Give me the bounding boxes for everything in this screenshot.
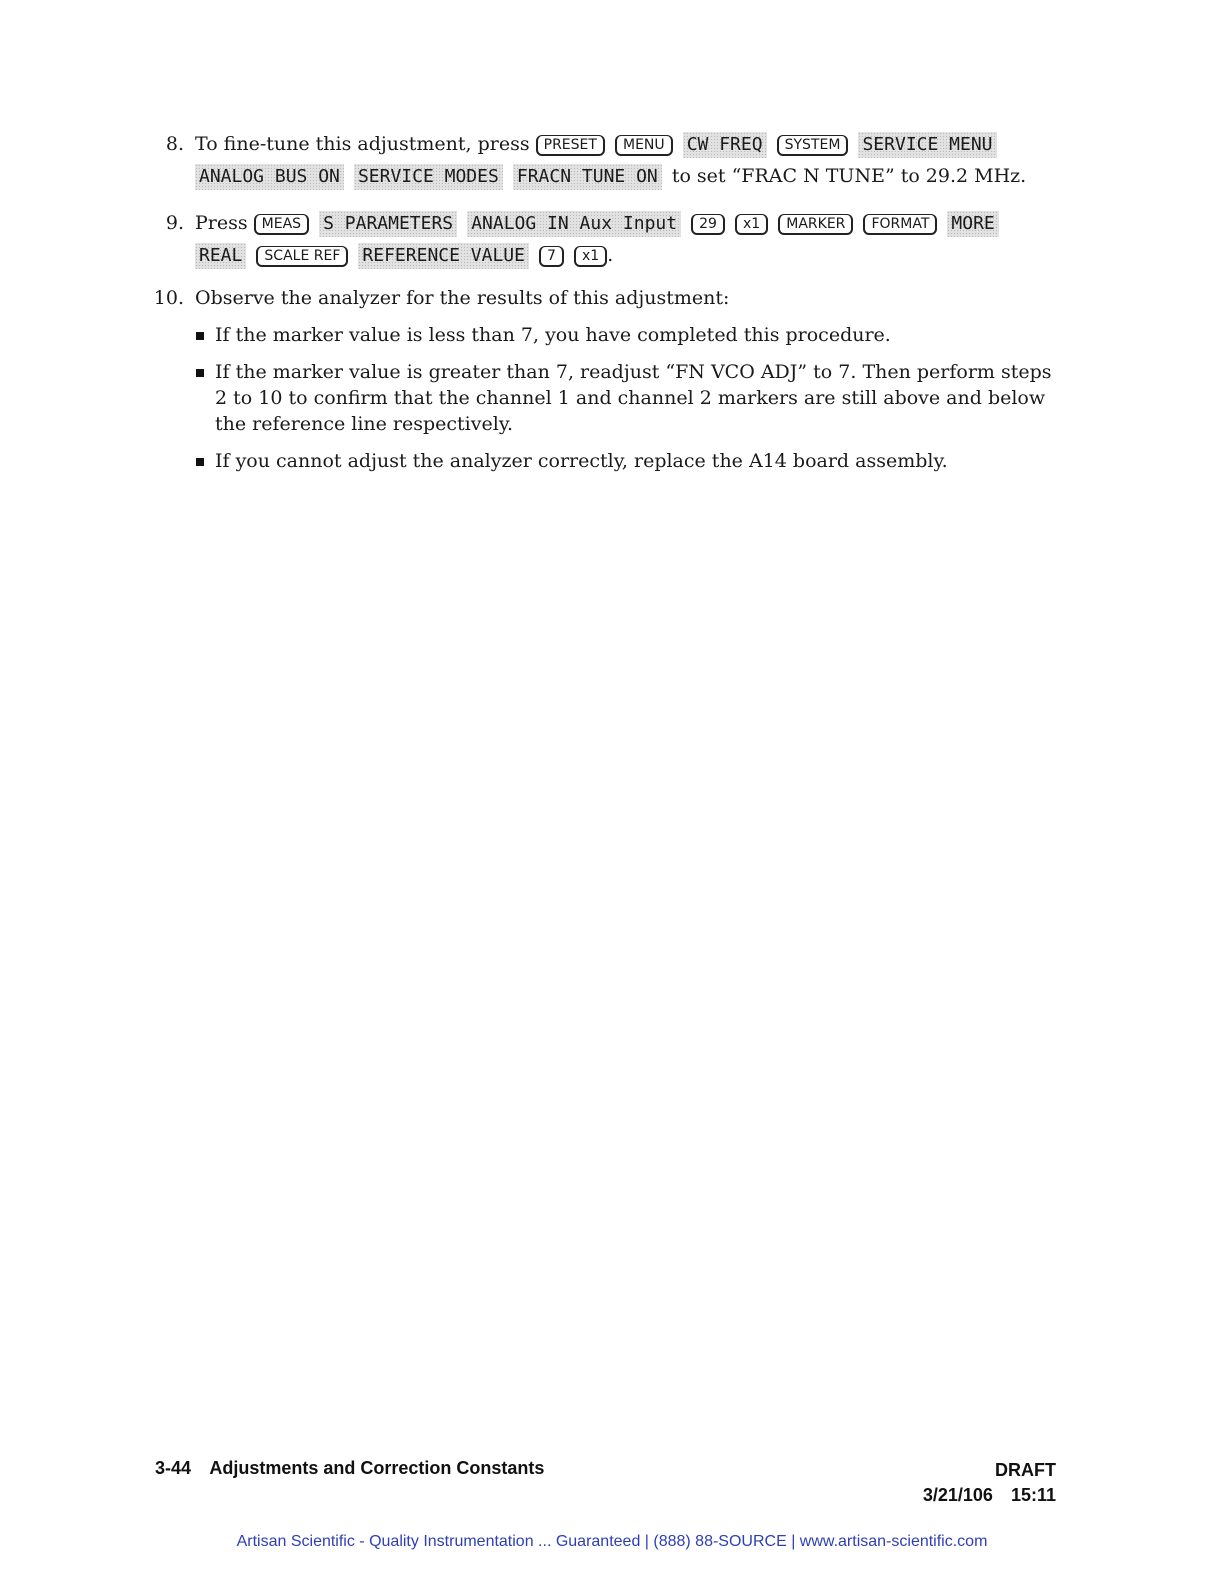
bullet-square-icon [196,332,204,340]
key-29: 29 [691,214,725,235]
marker-hardkey: MARKER [778,214,853,235]
meas-hardkey: MEAS [254,214,309,235]
service-modes-softkey: SERVICE MODES [354,164,503,190]
step-text-result: to set “FRAC N TUNE” to 29.2 MHz. [671,165,1027,187]
step-text [195,282,1075,314]
list-item-text: If you cannot adjust the analyzer correctly, replace the A14 board assembly. [215,450,948,472]
page-footer-left [155,1458,544,1479]
section-title: Adjustments and Correction Constants [209,1458,545,1478]
step-text-intro: To fine-tune this adjustment, press [195,133,536,155]
format-hardkey: FORMAT [863,214,937,235]
result-bullet-list [195,322,1055,485]
x1-hardkey: x1 [735,214,768,235]
bullet-square-icon [196,458,204,466]
reference-value-softkey: REFERENCE VALUE [358,243,529,269]
draft-date: 3/21/106 [922,1485,993,1505]
s-parameters-softkey: S PARAMETERS [319,211,457,237]
vendor-banner-link[interactable]: Artisan Scientific - Quality Instrumentation ... Guaranteed | (888) 88-SOURCE | www.artisan-scientific.com [236,1533,988,1550]
list-item [195,448,1055,474]
step-text-intro: Press [195,212,254,234]
cw-freq-softkey: CW FREQ [683,132,767,158]
preset-hardkey: PRESET [536,135,605,156]
real-softkey: REAL [195,243,246,269]
fracn-tune-on-softkey: FRACN TUNE ON [513,164,662,190]
menu-hardkey: MENU [615,135,673,156]
list-item-text: If the marker value is less than 7, you have completed this procedure. [215,324,891,346]
key-7: 7 [539,246,564,267]
list-item [195,322,1055,348]
analog-in-aux-input-softkey: ANALOG IN Aux Input [467,211,681,237]
list-item [195,359,1055,437]
bullet-square-icon [196,369,204,377]
system-hardkey: SYSTEM [777,135,849,156]
draft-timestamp [923,1483,1056,1508]
more-softkey: MORE [947,211,998,237]
draft-label: DRAFT [995,1460,1056,1480]
analog-bus-on-softkey: ANALOG BUS ON [195,164,344,190]
x1-hardkey: x1 [574,246,607,267]
step-number: 8. [165,133,184,155]
step-number: 10. [153,287,184,309]
list-item-text: If the marker value is greater than 7, readjust “FN VCO ADJ” to 7. Then perform steps 2 to 10 to confirm that the channel 1 and channel 2 markers are still above and below the reference line respectively. [215,361,1052,435]
scale-ref-hardkey: SCALE REF [256,246,348,267]
step-end-period: . [607,244,614,266]
step-text [195,207,1075,271]
service-menu-softkey: SERVICE MENU [858,132,996,158]
draft-time: 15:11 [1010,1485,1056,1505]
page-footer-right [923,1458,1056,1508]
step-number: 9. [165,212,184,234]
step-text-body: Observe the analyzer for the results of this adjustment: [195,287,730,309]
page-number: 3-44 [155,1458,192,1478]
step-text [195,128,1075,192]
